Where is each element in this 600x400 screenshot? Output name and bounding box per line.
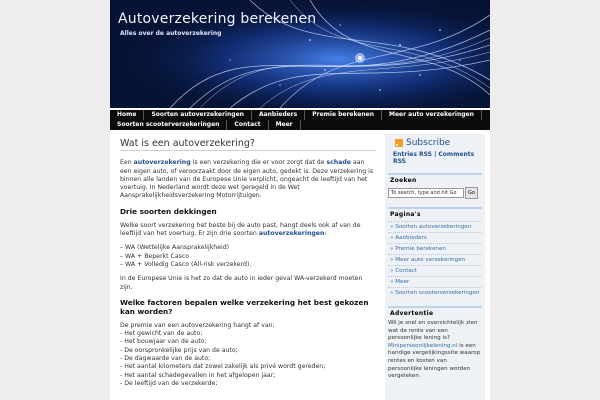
sidebar-item-soorten-scooterverzekeringen[interactable]: » Soorten scooterverzekeringen [388, 287, 482, 298]
list-item: - De oorspronkelijke prijs van de auto; [120, 346, 238, 354]
nav-item-premie-berekenen[interactable]: Premie berekenen [305, 110, 382, 120]
sidebar-item-label[interactable]: Premie berekenen [395, 246, 446, 252]
rss-links[interactable]: Entries RSS | Comments RSS [393, 151, 475, 165]
sidebar-item-aanbieders[interactable]: » Aanbieders [388, 232, 482, 243]
list-item: - Het aantal schadegevallen in het afgelopen jaar; [120, 371, 276, 379]
section1-colon: : [324, 230, 327, 238]
sidebar-item-contact[interactable]: » Contact [388, 265, 482, 276]
rss-icon[interactable] [395, 139, 403, 147]
nav-item-aanbieders[interactable]: Aanbieders [252, 110, 305, 120]
sidebar-item-label[interactable]: Meer [395, 279, 410, 285]
list-item: - De dagwaarde van de auto; [120, 355, 211, 363]
sidebar-item-label[interactable]: Soorten scooterverzekeringen [395, 290, 480, 296]
sidebar-item-label[interactable]: Meer auto verzekeringen [395, 257, 466, 263]
nav-item-soorten-scooterverzekeringen[interactable]: Soorten scooterverzekeringen [110, 120, 227, 130]
sidebar-item-soorten-autoverzekeringen[interactable]: » Soorten autoverzekeringen [388, 221, 482, 232]
pages-widget-title: Pagina's [388, 207, 482, 218]
link-schade[interactable]: schade [326, 159, 351, 167]
link-autoverzekering[interactable]: autoverzekering [133, 159, 191, 167]
main-navigation [110, 110, 490, 130]
sidebar-item-label[interactable]: Soorten autoverzekeringen [395, 224, 472, 230]
pages-list [388, 221, 482, 298]
intro-text-c: aan een eigen auto, of veroorzaakt door de eigen auto, gedekt is. Deze verzekering is binnen alle landen van de Europese Unie verplicht, ongeacht de leeftijd van het voertuig. In Nederland wordt deze wet geregeld in de Wet Aansprakelijkheidsverzekering Motorrijtuigen. [120, 159, 374, 200]
main-content [120, 140, 376, 388]
site-title[interactable]: Autoverzekering berekenen [118, 11, 317, 27]
list-item: - De leeftijd van de verzekerde; [120, 379, 218, 387]
nav-item-home[interactable]: Home [110, 110, 144, 120]
coverage-list [120, 244, 376, 269]
search-form [385, 187, 485, 199]
site-header [110, 0, 490, 108]
list-item: – WA (Wettelijke Aansprakelijkheid) [120, 244, 230, 252]
ad-text-a: Wil je snel en overzichtelijk zien wat de rente van een persoonlijke lening is? [388, 320, 478, 342]
search-go-button[interactable]: Go [465, 187, 478, 199]
factor-list [120, 330, 376, 388]
sidebar-item-meer[interactable]: » Meer [388, 276, 482, 287]
list-item: - Het gewicht van de auto; [120, 330, 203, 338]
subscribe-widget[interactable] [395, 138, 485, 148]
section-heading-dekkingen: Drie soorten dekkingen [120, 206, 217, 216]
list-item: - Het aantal kilometers dat zowel zakelijk als privé wordt gereden; [120, 363, 326, 371]
section2-paragraph: De premie van een autoverzekering hangt af van; [120, 321, 275, 329]
page-frame [110, 0, 490, 400]
site-tagline: Alles over de autoverzekering [120, 30, 222, 37]
sidebar-item-premie-berekenen[interactable]: » Premie berekenen [388, 243, 482, 254]
nav-item-meer-auto-verzekeringen[interactable]: Meer auto verzekeringen [382, 110, 482, 120]
ad-widget-title: Advertentie [388, 306, 482, 317]
ad-link[interactable]: Minipersoonlijkelening.nl [388, 342, 458, 349]
section1-paragraph-2: In de Europese Unie is het zo dat de auto in ieder geval WA-verzekerd moeten zijn. [120, 275, 363, 291]
sidebar-item-label[interactable]: Contact [395, 268, 417, 274]
sidebar-item-meer-auto-verzekeringen[interactable]: » Meer auto verzekeringen [388, 254, 482, 265]
nav-item-contact[interactable]: Contact [227, 120, 268, 130]
section1-paragraph [120, 222, 376, 239]
sidebar [385, 134, 485, 400]
intro-paragraph [120, 159, 376, 200]
ad-text [388, 320, 482, 381]
search-input[interactable]: To search, type and hit Go [388, 188, 464, 198]
list-item: – WA + Volledig Casco (All-risk verzekerd). [120, 260, 252, 268]
section1-text: Welke soort verzekering het beste bij de auto past, hangt deels ook af van de leeftijd van het voertuig. Er zijn drie soorten [120, 221, 361, 238]
sidebar-item-label[interactable]: Aanbieders [395, 235, 427, 241]
intro-text-a: Een [120, 159, 132, 167]
search-widget-title: Zoeken [388, 173, 482, 184]
subscribe-label[interactable]: Subscribe [406, 138, 451, 148]
list-item: – WA + Beperkt Casco [120, 252, 190, 260]
list-item: - Het bouwjaar van de auto; [120, 338, 207, 346]
nav-item-meer[interactable]: Meer [269, 120, 301, 130]
intro-text-b: is een verzekering die er voor zorgt dat de [192, 159, 325, 167]
nav-item-soorten-autoverzekeringen[interactable]: Soorten autoverzekeringen [144, 110, 251, 120]
section-heading-factoren: Welke factoren bepalen welke verzekering het best gekozen kan worden? [120, 297, 369, 316]
page-title: Wat is een autoverzekering? [120, 140, 376, 151]
ad-text-b: is een handige vergelijkingssite waarop rentes en kosten van persoonlijke leningen worden vergeleken. [388, 342, 481, 380]
link-autoverzekeringen[interactable]: autoverzekeringen [258, 230, 325, 238]
